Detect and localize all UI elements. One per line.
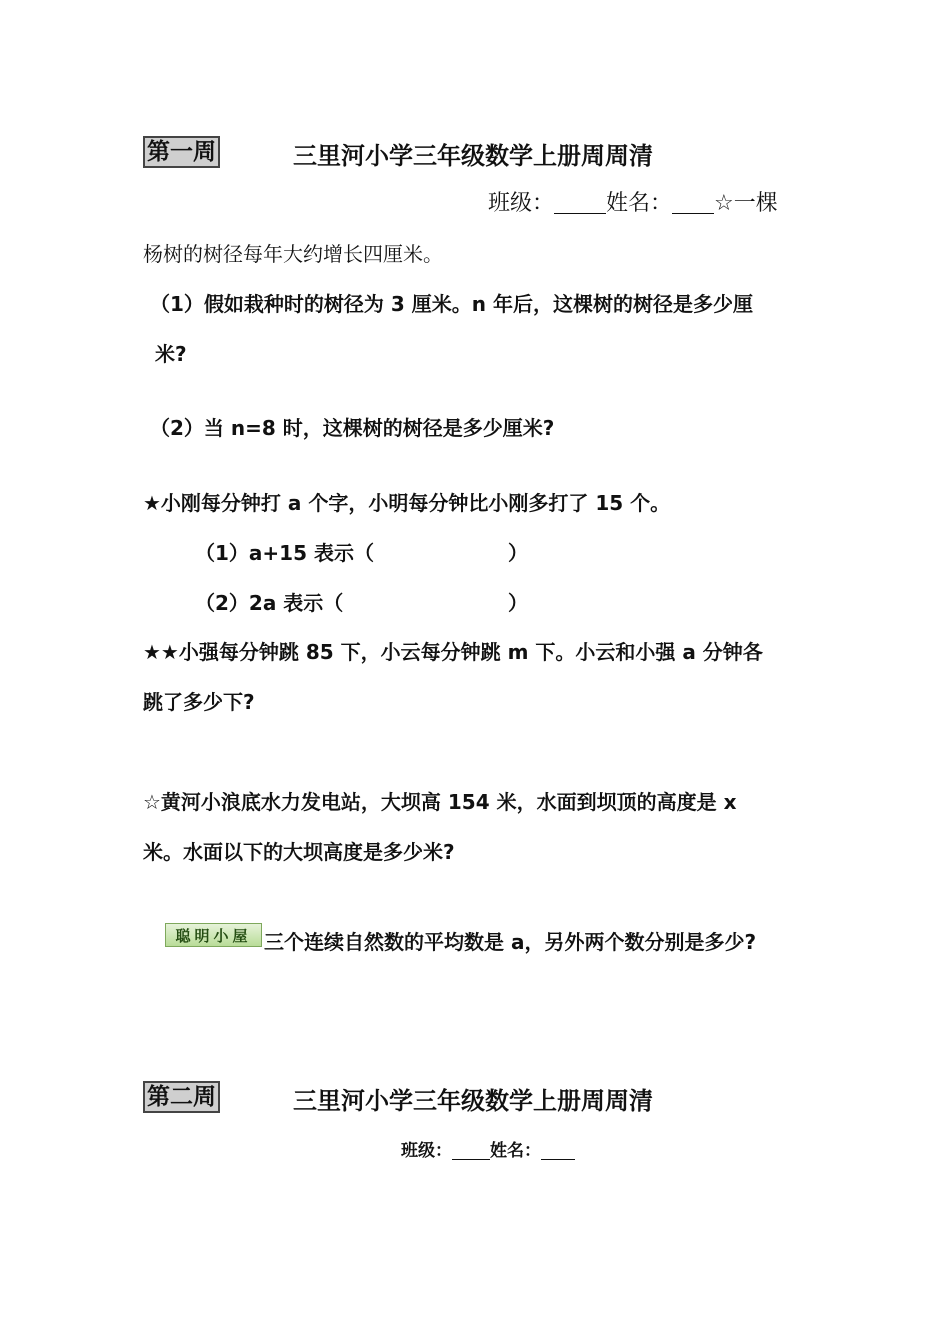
q1-part2: （2）当 n=8 时，这棵树的树径是多少厘米? — [150, 416, 555, 440]
week1-title: 三里河小学三年级数学上册周周清 — [293, 142, 653, 170]
week2-class-label: 班级： — [401, 1141, 452, 1161]
q3-line1: ★★小强每分钟跳 85 下，小云每分钟跳 m 下。小云和小强 a 分钟各 — [143, 640, 763, 664]
week1-info-line — [488, 186, 778, 217]
q1-part1-line2: 米? — [155, 342, 187, 366]
q5: 三个连续自然数的平均数是 a，另外两个数分别是多少? — [264, 930, 757, 954]
q2-intro: ★小刚每分钟打 a 个字，小明每分钟比小刚多打了 15 个。 — [143, 491, 671, 515]
q1-intro-tail: ☆一棵 — [714, 191, 778, 216]
name-label: 姓名： — [606, 191, 673, 216]
q4-line2: 米。水面以下的大坝高度是多少米? — [143, 840, 455, 864]
week2-name-label: 姓名： — [490, 1141, 541, 1161]
week2-title: 三里河小学三年级数学上册周周清 — [293, 1087, 653, 1115]
class-blank — [554, 193, 606, 214]
week1-tag: 第一周 — [143, 136, 220, 168]
smart-corner-badge: 聪明小屋 — [165, 923, 262, 947]
week2-tag: 第二周 — [143, 1081, 220, 1113]
q1-intro: 杨树的树径每年大约增长四厘米。 — [143, 242, 443, 266]
q3-line2: 跳了多少下? — [143, 690, 255, 714]
week2-info-line — [401, 1136, 575, 1161]
q1-part1-line1: （1）假如栽种时的树径为 3 厘米。n 年后，这棵树的树径是多少厘 — [150, 292, 753, 316]
q4-line1: ☆黄河小浪底水力发电站，大坝高 154 米，水面到坝顶的高度是 x — [143, 790, 737, 814]
q2-part2-close: ） — [508, 591, 528, 615]
q2-part1-close: ） — [508, 541, 528, 565]
q2-part1-label: （1）a+15 表示（ — [195, 541, 374, 565]
class-label: 班级： — [488, 191, 555, 216]
week2-name-blank — [541, 1143, 575, 1160]
q2-part2-label: （2）2a 表示（ — [195, 591, 344, 615]
week2-class-blank — [452, 1143, 490, 1160]
name-blank — [672, 193, 714, 214]
